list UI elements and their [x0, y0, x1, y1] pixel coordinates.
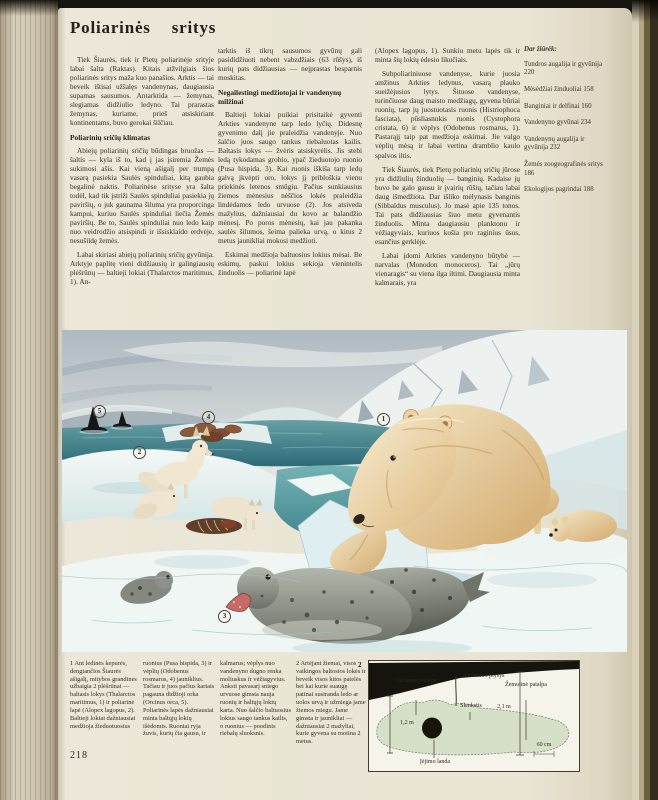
figure-marker-polar-bear: 1: [377, 413, 390, 426]
paragraph: Labai įdomi Arkties vandenyno būtybė — narvalas (Monodon monoceros). Tai „jūrų vienaragis“ su viena ilga iltimi. Daugiausia minta kalmarais, yra: [375, 250, 520, 288]
paragraph: Abiejų poliarinių sričių būdingas bruožas — šaltis — kyla iš to, kad į jas įsiremia Žemės sukimosi ašis. Kai vieną ašigalį per trumpą vasarą pasiekia Saulės spinduliai, kitą gaubia begalinė naktis. Poliarinėse srityse yra šalta todėl, kad tik įstriži Saulės spinduliai pasiekia jų paviršių, o juk gaunama šiluma yra proporcinga kampui, kuriuo Saulės spinduliai liečia Žemės paviršių. Be to, Saulės spinduliai nuo ledo kaip nuo veidrodžio atsispindi ir išsisklaido erdvėje, nesušildę žemės.: [70, 145, 214, 246]
book-page-edges-left: [0, 0, 58, 800]
section-heading-hunters: Negailestingi medžiotojai ir vandenynų milžinai: [218, 88, 342, 107]
den-dimension-left: 1,2 m: [400, 720, 414, 726]
see-also-item: Žemės zoogeografinės sritys 186: [524, 161, 603, 177]
see-also-box: [524, 46, 604, 203]
page-number: 218: [70, 750, 88, 761]
paragraph: Tiek Šiaurės, tiek Pietų poliarinių sričių jūrose yra didžiulių žinduolių — banginių. Kadaise jų buvo be galo gausu ir įvairių rūšių, tačiau labai daug išmedžiota. Dar išliko mėlynasis banginis (Sibbaldus musculus). Jo masė apie 135 tonos. Tai pats didžiausias šiuo metu gyvenantis žinduolis. Minta daugiausiu planktonu ir vėžiagyviais, kuriuos košia pro raginius ūsus, esančius gerklėje.: [375, 164, 520, 246]
figure-caption-1: 1 Ant ledinės kepurės, dengiančios Šiaurės ašigalį, mitybos grandines užbaigia 2 plėšrūnai — baltasis lokys (Thalarctos maritimus, 1) ir poliarinė lapė (Alopex lagopus, 2). Baltieji lokiai dažniausiai medžioja žieduotuosius: [70, 660, 137, 730]
see-also-item: Tundros augalija ir gyvūnija 220: [524, 60, 603, 77]
see-also-item: Mėsėdžiai žinduoliai 158: [524, 85, 594, 93]
den-dimension-right: 2,1 m: [497, 704, 511, 710]
scan-shadow: [0, 0, 58, 16]
den-label-threshold: Slenkstis: [460, 703, 482, 709]
paragraph: Labai skiriasi abiejų poliarinių sričių gyvūnija. Arktyje paplitę vieni didžiausių ir galingiausių plėšrūnų — baltieji lokiai (Thalarctos maritimus, 1). An-: [70, 250, 214, 287]
text-column-1: [70, 55, 214, 291]
paragraph: Baltieji lokiai puikiai prisitaikė gyventi Arkties vandenyne tarp ledo lyčių. Didesnę gyvenimo dalį jie praleidžia vandenyje. Nuo šalčio juos saugo tankus riebaluotas kailis. Baltasis lokys — žvėris atsiskyrėlis. Jis stebi ledą tykodamas grobio, ypač žieduotojo ruonio (Pusa hispida, 3). Kai ruonis iškiša tarp ledų galvą įkvėpti oro, lokys jį pribloškia vienu priekinės letenos smūgiu. Pačius sunkiausius žiemos mėnesius nėščios lokės praleidžia lindėdamos ledo urvuose (2). Jos atsiveda mažylius, dažniausiai du kovo ar balandžio mėnesį. Po poros mėnesių, kai jau pakanka saulės šilumos, šeima palieka urvą, o kitus 2 metus jaunikliai mokosi medžioti.: [218, 109, 362, 246]
den-label-upper-room: Viršutinė patalpa: [395, 678, 437, 684]
den-label-lower-room: Žemutinė patalpa: [505, 682, 547, 688]
arctic-scene-art: [62, 330, 627, 652]
den-label-vent: Vėdinimo plyšys: [463, 673, 505, 679]
text-column-2: [218, 46, 362, 282]
figure-marker-walrus: 4: [202, 411, 215, 424]
see-also-heading: Dar žiūrėk:: [524, 46, 557, 53]
figure-caption-2: ruonius (Pusa hispida, 3) ir vėplių (Odobenus rosmarus, 4) jauniklius. Tačiau ir juos pačius kartais pagauna didžioji orka (Orcinus orca, 5). Poliarinės lapės dažniausiai minta baltųjų lokių išėdomis. Ruoniai ryja žuvis, kurių čia gausu, ir: [143, 660, 215, 738]
figure-marker-arctic-fox: 2: [133, 446, 146, 459]
book-page: [58, 8, 632, 800]
den-dimension-width: 60 cm: [536, 742, 552, 748]
paragraph: Eskimai medžioja baltuosius lokius mėsai. Be eskimų, paskui lokius sekioja vienintelis žinduolis — poliarinė lapė: [218, 250, 362, 278]
figure-caption-3: kalmarus; vėplys nuo vandenyno dugno renka moliuskus ir vėžiagyvius. Anksti pavasarį sniego urvuose gimsta nauja ruonių ir baltųjų lokių karta. Nuo šalčio baltuosius lokius saugo tankus kailis, o ruonius — poodinis riebalų sluoksnis.: [220, 660, 291, 738]
paragraph: Subpoliariniuose vandenyse, kurie juosia amžinus Arkties ledynus, vasarą plauko sueižėjusios lytys. Šituose vandenyse, turinčiuose daug maisto medžiagų, gyvena būriai ruonių, tarp jų juostuotasis ruonis (Histriophoca fasciata), pūsliasnukis ruonis (Cystophora cristata, 6) ir vėplys (Odobenus rosmarus, 1). Pastarąjį taip pat medžioja eskimai. Jie valgo vėplių mėsą ir labai vertina dramblio kaulo spalvos iltis.: [375, 69, 520, 160]
paragraph: tarktis iš tikrų sausumos gyvūnų gali pasididžiuoti nebent vabzdžiais (63 rūšys), iš kurių pats didžiausias — neįprastas besparnis moskitas.: [218, 46, 362, 83]
see-also-item: Vandenyno gyvūnai 234: [524, 119, 591, 127]
see-also-item: Vandenynų augalija ir gyvūnija 232: [524, 135, 585, 152]
scan-shadow: [632, 0, 658, 22]
figure-marker-ringed-seal: 3: [218, 610, 231, 623]
section-heading-climate: Poliarinių sričių klimatas: [70, 133, 151, 143]
book-page-edges-right: [632, 0, 658, 800]
paragraph: Tiek Šiaurės, tiek ir Pietų poliarinėje srityje labai šalta (Raktas). Kitais atžvilgiais šios poliarinės sritys maža kuo panašios. Arktis — tai beveik ištisai užšalęs vandenynas, daugiausia supamas sausumos. Antarktida — žemynas, slegiamas didžiulio ledyno. Tai prarastas žemynas, kuriame, prieš atsiskiriant kontinentams, buvo gerokai šilčiau.: [70, 55, 214, 128]
bear-den-diagram: [368, 660, 580, 772]
paragraph: (Alopex lagopus, 1). Sunkiu metu lapės tik ir minta šių lokių ėdesio likučiais.: [375, 46, 520, 65]
arctic-wildlife-illustration: [62, 330, 627, 652]
see-also-item: Ekologijos pagrindai 188: [524, 186, 594, 194]
figure-marker-orca: 5: [93, 405, 106, 418]
figure-caption-4: 2 Artėjant žiemai, visos vaikingos baltosios lokės ir beveik visos kitos patelės bei kai kurie suaugę patinai susiranda ledo ar uolos urvą ir užmiega jame žiemos miegu. Jame gimsta ir jaunikliai — dažniausiai 2 mažyliai, kurie gyvena su motina 2 metus.: [296, 660, 366, 746]
page-title: Poliarinės sritys: [70, 18, 217, 37]
see-also-item: Banginiai ir delfinai 160: [524, 102, 592, 110]
den-label-entrance: Įėjimo landa: [419, 759, 451, 765]
text-column-3: [375, 46, 520, 292]
diagram-figure-number: 2: [358, 661, 362, 669]
